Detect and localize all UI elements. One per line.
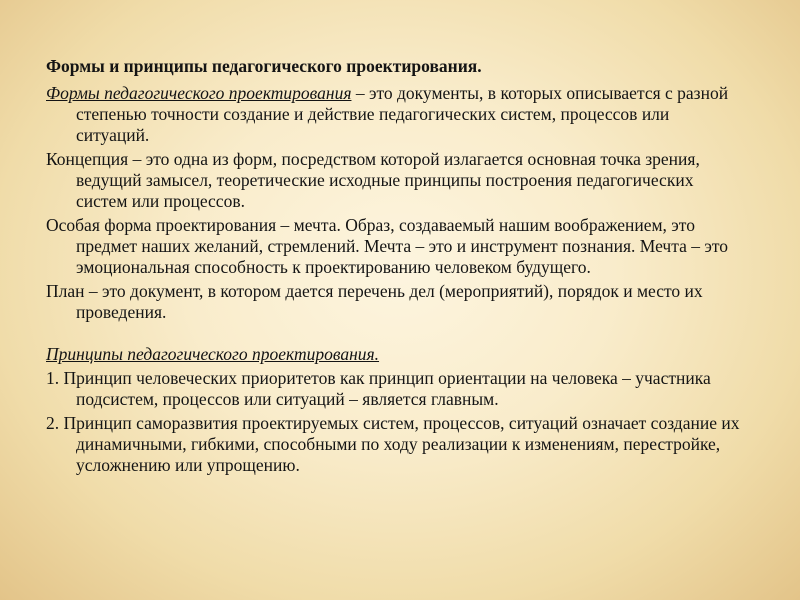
principle-1: 1. Принцип человеческих приоритетов как принцип ориентации на человека – участника подсистем, процессов или ситуаций – является главным. bbox=[46, 368, 711, 409]
slide-content bbox=[46, 56, 746, 479]
forms-definition-text: – это документы, в которых описывается с разной степенью точности создание и действие педагогических систем, процессов или ситуаций. bbox=[76, 83, 729, 145]
slide-title: Формы и принципы педагогического проектирования. bbox=[46, 56, 482, 76]
forms-term: Формы педагогического проектирования bbox=[46, 83, 352, 103]
dream-paragraph: Особая форма проектирования – мечта. Образ, создаваемый нашим воображением, это предмет наших желаний, стремлений. Мечта – это и инструмент познания. Мечта – это эмоциональная способность к проектированию человеком будущего. bbox=[46, 215, 729, 277]
plan-paragraph: План – это документ, в котором дается перечень дел (мероприятий), порядок и место их проведения. bbox=[46, 281, 703, 322]
principles-heading-paragraph bbox=[46, 344, 746, 365]
principles-heading: Принципы педагогического проектирования. bbox=[46, 344, 380, 364]
principle-2: 2. Принцип саморазвития проектируемых систем, процессов, ситуаций означает создание их динамичными, гибкими, способными по ходу реализации к изменениям, перестройке, усложнению или упрощению. bbox=[46, 413, 740, 475]
concept-paragraph: Концепция – это одна из форм, посредством которой излагается основная точка зрения, ведущий замысел, теоретические исходные принципы построения педагогических систем или процессов. bbox=[46, 149, 700, 211]
paragraph-spacer bbox=[46, 326, 746, 344]
forms-definition-paragraph bbox=[46, 83, 746, 146]
